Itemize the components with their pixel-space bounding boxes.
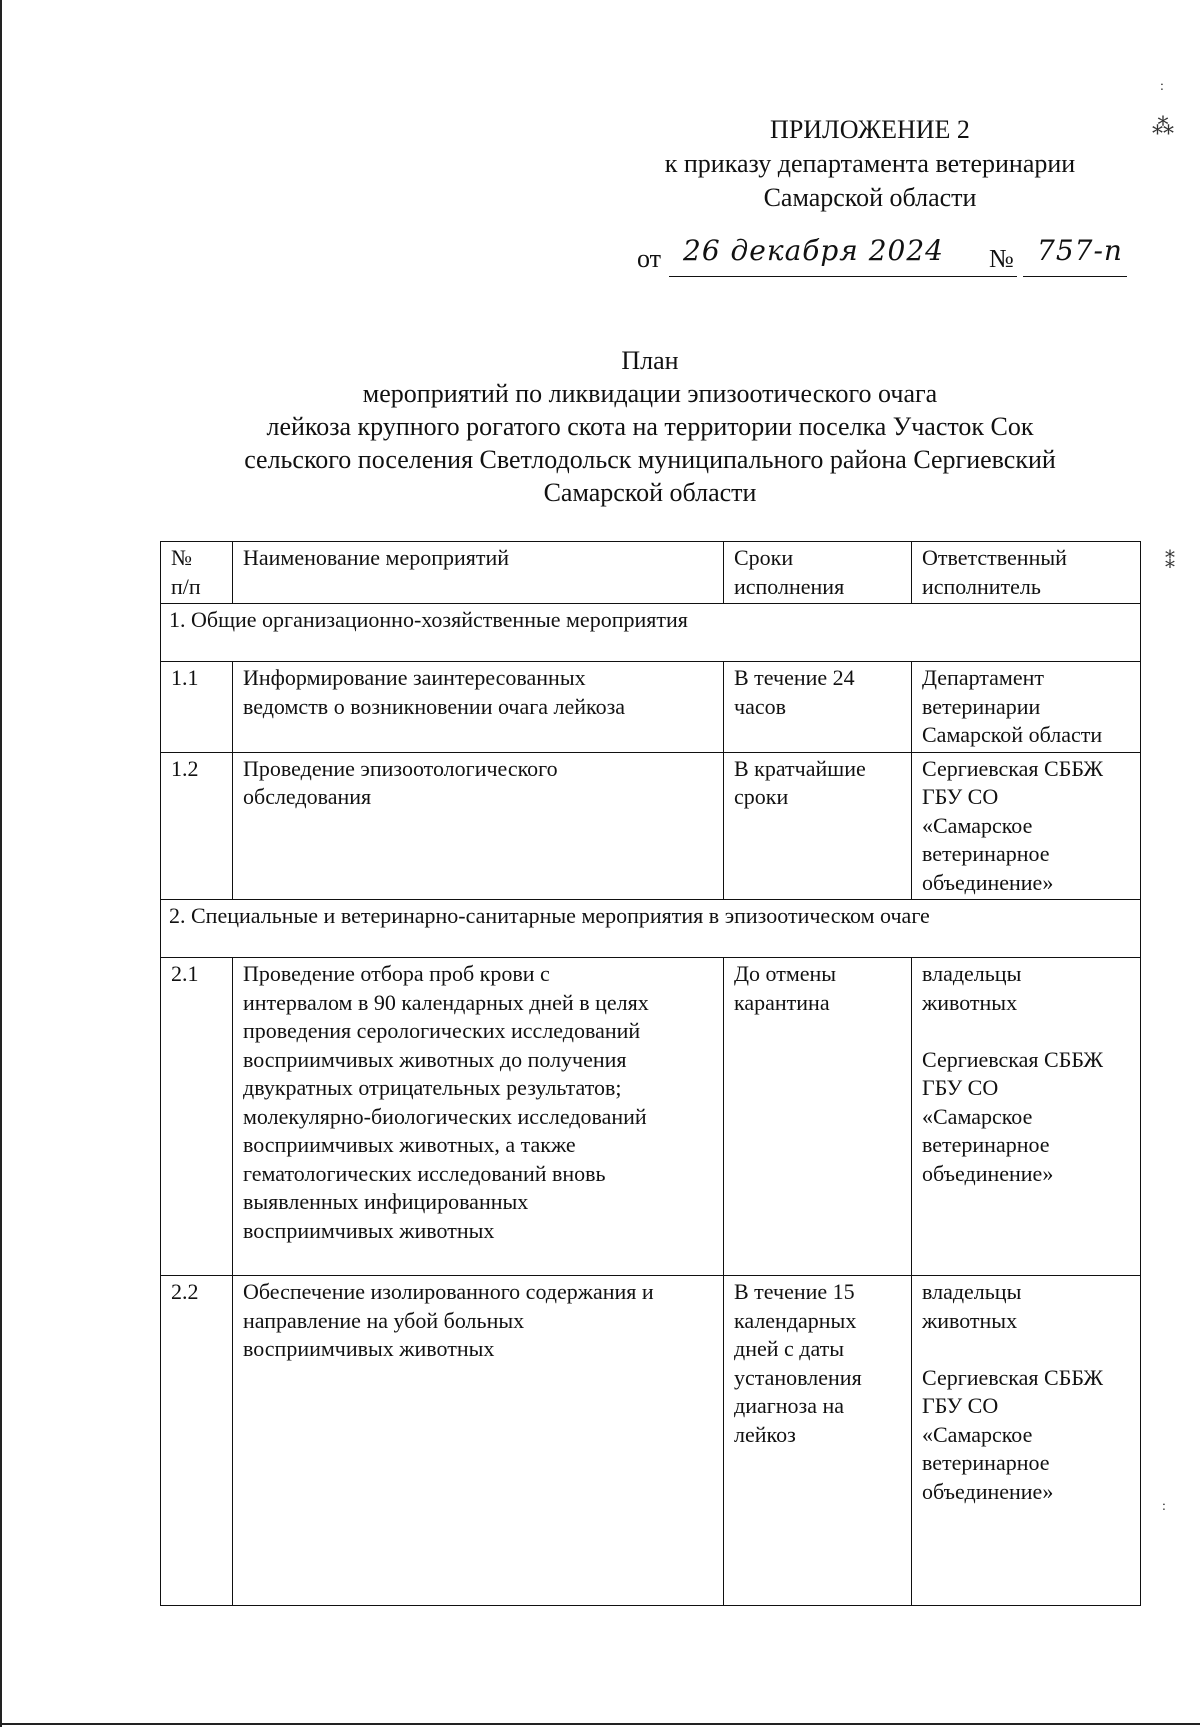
- row-text-line: До отмены: [734, 961, 837, 986]
- header-name-text: Наименование мероприятий: [243, 545, 510, 570]
- row-2-2-term: [724, 1276, 912, 1606]
- row-text-line: В кратчайшие: [734, 755, 866, 781]
- plan-table: [160, 541, 1141, 1606]
- row-2-1-num: [161, 958, 233, 1276]
- section-1-text: 1. Общие организационно-хозяйственные мероприятия: [169, 607, 688, 632]
- row-text-line: Информирование заинтересованных: [243, 665, 586, 690]
- section-2-text: 2. Специальные и ветеринарно-санитарные мероприятия в эпизоотическом очаге: [169, 903, 930, 928]
- row-number: 1.1: [171, 665, 199, 690]
- row-text-line: восприимчивых животных: [243, 1217, 495, 1243]
- section-1-heading: [161, 604, 1141, 662]
- row-text-line: часов: [734, 693, 786, 719]
- scan-speck: :: [1162, 1499, 1166, 1514]
- row-text-line: интервалом в 90 календарных дней в целях: [243, 989, 649, 1015]
- row-1-2-num: [161, 752, 233, 900]
- row-text-line: В течение 24: [734, 665, 855, 690]
- row-text-line: установления: [734, 1364, 862, 1390]
- scan-edge-left: [0, 0, 2, 1727]
- row-text-line: сроки: [734, 784, 789, 809]
- row-text-line: Самарской области: [922, 722, 1103, 747]
- appendix-header: [640, 113, 1100, 215]
- row-number: 1.2: [171, 755, 199, 781]
- row-text-line: проведения серологических исследований: [243, 1018, 641, 1043]
- appendix-line: к приказу департамента ветеринарии: [664, 149, 1076, 178]
- header-term-line: исполнения: [734, 573, 845, 599]
- row-text-line: «Самарское: [922, 1103, 1033, 1129]
- row-text-line: календарных: [734, 1307, 857, 1333]
- order-number-handwritten: 757-п: [1037, 234, 1123, 267]
- row-text-line: Департамент: [922, 665, 1045, 690]
- row-text-line: диагноза на: [734, 1393, 845, 1418]
- row-text-line: Проведение эпизоотологического: [243, 755, 558, 781]
- plan-title: План: [621, 346, 679, 375]
- table-section-row: [161, 604, 1141, 662]
- row-text-line: направление на убой больных: [243, 1307, 525, 1333]
- row-2-1-term: [724, 958, 912, 1276]
- table-row: [161, 752, 1141, 900]
- header-num-line: п/п: [171, 573, 201, 599]
- row-text-line: лейкоз: [734, 1421, 796, 1447]
- table-row: [161, 662, 1141, 753]
- table-row: [161, 1276, 1141, 1606]
- row-text-line: объединение»: [922, 1478, 1054, 1504]
- table-row: [161, 958, 1141, 1276]
- row-text-line: ведомств о возникновении очага лейкоза: [243, 693, 626, 719]
- row-text-line: Обеспечение изолированного содержания и: [243, 1279, 654, 1304]
- row-text-line: восприимчивых животных: [243, 1336, 495, 1361]
- row-1-1-term: [724, 662, 912, 753]
- row-text-line: Проведение отбора проб крови с: [243, 961, 550, 986]
- row-text-line: ветеринарное: [922, 1450, 1050, 1475]
- row-spacer: [922, 1335, 1132, 1364]
- row-text-line: ГБУ СО: [922, 1075, 999, 1100]
- header-resp: [912, 542, 1141, 604]
- row-text-line: Сергиевская СББЖ: [922, 755, 1104, 781]
- order-date-underline: [669, 276, 1017, 277]
- header-term: [724, 542, 912, 604]
- order-number-underline: [1023, 276, 1127, 277]
- appendix-line: Самарской области: [763, 183, 977, 212]
- scan-speck: ⁑: [1165, 551, 1175, 573]
- scan-speck: :: [1160, 79, 1164, 94]
- row-1-2-term: [724, 752, 912, 900]
- section-2-heading: [161, 900, 1141, 958]
- row-text-line: владельцы: [922, 961, 1022, 986]
- plan-title-block: [160, 344, 1140, 509]
- row-text-line: ГБУ СО: [922, 784, 999, 809]
- row-text-line: В течение 15: [734, 1279, 855, 1304]
- row-text-line: двукратных отрицательных результатов;: [243, 1075, 622, 1100]
- header-term-line: Сроки: [734, 545, 794, 570]
- row-text-line: «Самарское: [922, 1421, 1033, 1447]
- row-text-line: восприимчивых животных до получения: [243, 1046, 627, 1072]
- row-text-line: Сергиевская СББЖ: [922, 1046, 1104, 1072]
- table-header-row: [161, 542, 1141, 604]
- header-num: [161, 542, 233, 604]
- row-spacer: [922, 1017, 1132, 1046]
- order-reference: [637, 234, 1137, 278]
- row-text-line: дней с даты: [734, 1336, 845, 1361]
- row-1-1-num: [161, 662, 233, 753]
- row-text-line: гематологических исследований вновь: [243, 1160, 606, 1186]
- row-text-line: владельцы: [922, 1279, 1022, 1304]
- row-text-line: молекулярно-биологических исследований: [243, 1103, 647, 1129]
- appendix-title: ПРИЛОЖЕНИЕ 2: [770, 115, 970, 144]
- plan-subtitle-line: сельского поселения Светлодольск муниципального района Сергиевский: [244, 445, 1056, 474]
- scan-speck: ⁂: [1152, 114, 1174, 139]
- row-2-2-resp: [912, 1276, 1141, 1606]
- row-number: 2.2: [171, 1279, 199, 1304]
- row-text-line: животных: [922, 1307, 1018, 1333]
- row-text-line: восприимчивых животных, а также: [243, 1132, 576, 1157]
- row-2-1-name: [233, 958, 724, 1276]
- row-text-line: ГБУ СО: [922, 1393, 999, 1418]
- plan-subtitle-line: лейкоза крупного рогатого скота на территории поселка Участок Сок: [266, 412, 1034, 441]
- plan-subtitle-line: мероприятий по ликвидации эпизоотического очага: [362, 379, 938, 408]
- header-resp-line: исполнитель: [922, 573, 1041, 599]
- row-text-line: карантина: [734, 989, 830, 1015]
- row-text-line: «Самарское: [922, 812, 1033, 838]
- row-text-line: объединение»: [922, 1160, 1054, 1186]
- row-text-line: объединение»: [922, 869, 1054, 895]
- row-text-line: ветеринарное: [922, 841, 1050, 866]
- row-1-2-name: [233, 752, 724, 900]
- row-text-line: Сергиевская СББЖ: [922, 1364, 1104, 1390]
- row-2-2-name: [233, 1276, 724, 1606]
- header-name: [233, 542, 724, 604]
- row-2-2-num: [161, 1276, 233, 1606]
- order-number-label: №: [989, 244, 1014, 273]
- row-1-1-resp: [912, 662, 1141, 753]
- row-text-line: животных: [922, 989, 1018, 1015]
- row-number: 2.1: [171, 961, 199, 986]
- order-date-handwritten: 26 декабря 2024: [683, 234, 944, 267]
- scan-edge-bottom: [0, 1723, 1200, 1725]
- row-text-line: обследования: [243, 784, 372, 809]
- row-text-line: ветеринарии: [922, 693, 1041, 719]
- plan-subtitle-line: Самарской области: [543, 478, 757, 507]
- row-text-line: ветеринарное: [922, 1132, 1050, 1157]
- row-1-1-name: [233, 662, 724, 753]
- header-num-line: №: [171, 545, 192, 570]
- row-2-1-resp: [912, 958, 1141, 1276]
- header-resp-line: Ответственный: [922, 545, 1067, 570]
- table-section-row: [161, 900, 1141, 958]
- row-1-2-resp: [912, 752, 1141, 900]
- order-from-label: от: [637, 244, 662, 273]
- row-text-line: выявленных инфицированных: [243, 1189, 529, 1214]
